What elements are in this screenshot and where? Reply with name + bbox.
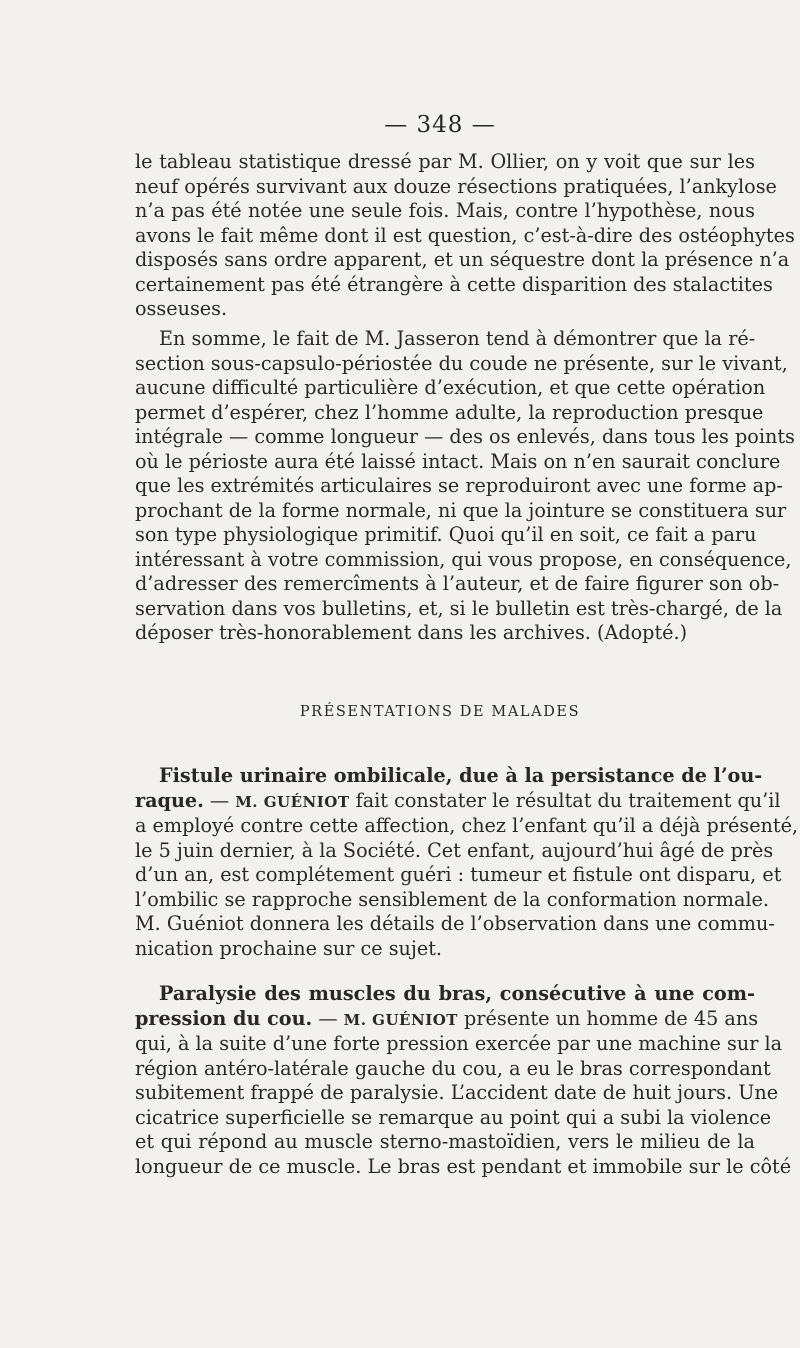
text-line: le tableau statistique dressé par M. Ollier, on y voit que sur les [135, 150, 755, 173]
text-line: subitement frappé de paralysie. L’accident date de huit jours. Une [135, 1081, 779, 1104]
text-line: longueur de ce muscle. Le bras est pendant et immobile sur le côté [135, 1154, 792, 1178]
text-line: certainement pas été étrangère à cette disparition des stalactites [135, 272, 773, 296]
case-title-continued: pression du cou. [135, 1006, 313, 1030]
text-line: qui, à la suite d’une forte pression exercée par une machine sur la [135, 1032, 783, 1055]
text-line [135, 982, 755, 1007]
text-line [135, 1006, 759, 1033]
text-run: fait constater le résultat du traitement qu’il [349, 788, 781, 812]
text-line: aucune difficulté particulière d’exécution, et que cette opération [135, 376, 766, 399]
page-number: — 348 — [384, 112, 496, 138]
paragraph-ollier-statistics [135, 150, 795, 322]
em-dash: — [203, 788, 236, 812]
text-line: et qui répond au muscle sterno-mastoïdien, vers le milieu de la [135, 1130, 755, 1153]
text-line: a employé contre cette affection, chez l’enfant qu’il a déjà présenté, [135, 814, 799, 837]
text-run: présente un homme de 45 ans [457, 1006, 759, 1030]
text-line: intéressant à votre commission, qui vous propose, en conséquence, [135, 547, 792, 571]
text-line: nication prochaine sur ce sujet. [135, 936, 443, 960]
case-title-continued: raque. [135, 788, 204, 812]
case-title: Fistule urinaire ombilicale, due à la persistance de l’ou- [159, 764, 763, 787]
text-line: servation dans vos bulletins, et, si le bulletin est très-chargé, de la [135, 596, 783, 620]
case-title: Paralysie des muscles du bras, consécutive à une com- [159, 982, 755, 1005]
text-line: n’a pas été notée une seule fois. Mais, contre l’hypothèse, nous [135, 199, 755, 222]
text-line: l’ombilic se rapproche sensiblement de la conformation normale. [135, 887, 770, 911]
paragraph-fistule-urinaire [135, 764, 799, 961]
text-line [135, 788, 781, 815]
text-line: d’adresser des remercîments à l’auteur, et de faire figurer son ob- [135, 572, 780, 595]
text-line: que les extrémités articulaires se reproduiront avec une forme ap- [135, 474, 783, 497]
text-line: déposer très-honorablement dans les archives. (Adopté.) [135, 621, 688, 644]
text-line: avons le fait même dont il est question, c’est-à-dire des ostéophytes [135, 223, 795, 247]
author-name: M. GUÉNIOT [343, 1010, 458, 1029]
text-line [135, 764, 763, 789]
text-line: M. Guéniot donnera les détails de l’observation dans une commu- [135, 912, 775, 935]
text-line: son type physiologique primitif. Quoi qu’il en soit, ce fait a paru [135, 523, 757, 546]
text-line: où le périoste aura été laissé intact. Mais on n’en saurait conclure [135, 449, 781, 473]
text-line: osseuses. [135, 297, 228, 320]
text-line: section sous-capsulo-périostée du coude ne présente, sur le vivant, [135, 351, 788, 375]
paragraph-jasseron-conclusion [135, 327, 795, 646]
text-line: région antéro-latérale gauche du cou, a eu le bras correspondant [135, 1056, 771, 1080]
text-line: prochant de la forme normale, ni que la jointure se constituera sur [135, 498, 787, 522]
text-line: disposés sans ordre apparent, et un séquestre dont la présence n’a [135, 248, 790, 271]
text-line: En somme, le fait de M. Jasseron tend à démontrer que la ré- [159, 327, 756, 350]
em-dash: — [312, 1006, 344, 1030]
text-line: intégrale — comme longueur — des os enlevés, dans tous les points [135, 425, 795, 448]
text-line: cicatrice superficielle se remarque au point qui a subi la violence [135, 1105, 772, 1129]
text-line: permet d’espérer, chez l’homme adulte, la reproduction presque [135, 400, 764, 424]
text-line: d’un an, est complétement guéri : tumeur et fistule ont disparu, et [135, 863, 782, 886]
text-line: neuf opérés survivant aux douze résections pratiquées, l’ankylose [135, 174, 777, 198]
author-name: M. GUÉNIOT [235, 792, 350, 811]
text-line: le 5 juin dernier, à la Société. Cet enfant, aujourd’hui âgé de près [135, 838, 774, 862]
section-heading: PRÉSENTATIONS DE MALADES [299, 704, 581, 720]
paragraph-paralysie-bras [135, 982, 792, 1179]
